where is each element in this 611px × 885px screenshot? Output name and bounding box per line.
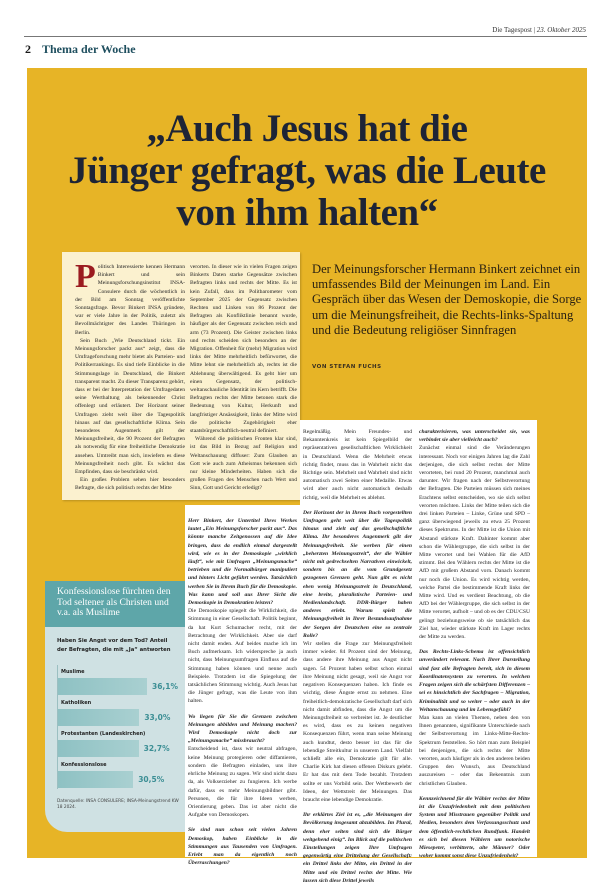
- bar-label: Katholiken: [61, 700, 92, 706]
- drop-cap: P: [75, 258, 96, 295]
- paper-name: Die Tagespost: [492, 26, 532, 34]
- chart-title: Konfessionslose fürchten den Tod seltener als Christen und v.a. als Muslime: [45, 581, 185, 627]
- bar: [58, 740, 139, 757]
- bar-value-label: 36,1%: [152, 682, 179, 691]
- headline: [27, 108, 587, 234]
- intro-column: [75, 258, 185, 495]
- paragraph: verorten. In dieser wie in vielen Fragen zeigen Binkerts Daten starke Gegensätze zwischen Befragten links und rechts der Mitte. Es ist kein Zufall, dass im Politbarometer vom September 2025 der Gegensatz zwischen Rechten und Linken von 86 Prozent der Befragten als Konfliktlinie benannt wurde, häufiger als der Gegensatz zwischen reich und arm (73 Prozent). Die Geister zwischen links und rechts scheiden sich besonders an der Migration. Offenheit für (mehr) Migration wird links der Mitte mehrheitlich befürwortet, die Mitte lehnt sie mehrheitlich ab, rechts ist die Ablehnung überwältigend. Es geht hier um einen Gegensatz, der politisch-weltanschauliche Identität im Kern betrifft. Die Befragten rechts der Mitte betonen stark die Bedeutung von Kultur, Herkunft und langfristiger Ansässigkeit, links der Mitte wird die politische Zugehörigkeit eher staatsbürgerschaftlich-neutral definiert.: [190, 264, 297, 435]
- bar-row: [58, 665, 185, 696]
- interview-question: Ihr erklärtes Ziel ist es, „die Meinungen der Bevölkerung insgesamt abzubilden. Im Plural, denn eher selten sind sich die Bürger weitgehend einig“. Im Blick auf die politischen Einstellungen zeigen Ihre Umfragen gegenwärtig eine Drittelung der Gesellschaft: ein Drittel links der Mitte, ein Drittel in der Mitte und ein Drittel rechts der Mitte. Wie lassen sich diese Drittel jeweils: [303, 812, 412, 884]
- headline-line: von ihm halten“: [176, 191, 438, 234]
- paragraph: Wir stellen die Frage zur Meinungsfreiheit immer wieder. 84 Prozent sind der Meinung, dass andere ihre Meinung aus Angst nicht sagen. 54 Prozent haben selbst schon einmal ihre Meinung nicht gesagt, weil sie Angst vor negativen Konsequenzen haben. Ich finde es wichtig, diese Ängste ernst zu nehmen. Eine freiheitlich-demokratische Gesellschaft darf sich nicht damit abfinden, dass die Angst um die Meinungsfreiheit so verbreitet ist. Je deutlicher es wird, dass es zu keinen negativen Konsequenzen führt, wenn man seine Meinung auch kundtut, desto besser ist das für die lebendige Streitkultur in unserem Land. Vielfalt schließt alle ein, Demokratie gilt für alle. Charlie Kirk hat diesen offenen Diskurs gelebt. Er hat das mit dem Tode bezahlt. Trotzdem sollte er uns Vorbild sein. Der Wettbewerb der Ideen, der Wettstreit der Meinungen. Das braucht eine lebendige Demokratie.: [303, 641, 412, 803]
- bar-row: [58, 696, 185, 727]
- bar-row: [58, 727, 185, 758]
- interview-question: Herr Binkert, der Untertitel Ihres Werkes lautet „Ein Meinungsforscher packt aus“. Das könnte manche Zeitgenossen auf die Idee bringen, dass da endlich einmal dargestellt wird, wie es in der Demoskopie „wirklich läuft“, wie mit Umfragen „Meinungsmache“ betrieben und die Normalbürger manipuliert und hinters Licht geführt werden. Tatsächlich werben Sie in Ihrem Buch für die Demoskopie. Was kann und soll aus Ihrer Sicht die Demoskopie in Demokratien leisten?: [188, 518, 297, 607]
- bar-value-label: 33,0%: [144, 713, 171, 722]
- masthead: [492, 26, 586, 34]
- bar-label: Konfessionslose: [61, 762, 107, 768]
- chart-question: Haben Sie Angst vor dem Tod? Anteil der Befragten, die mit „Ja“ antworten: [57, 638, 171, 653]
- bar-label: Muslime: [61, 669, 85, 675]
- intro-box: [62, 252, 300, 500]
- bar: [58, 678, 147, 695]
- paragraph: [75, 258, 185, 337]
- interview-question: charakterisieren, was unterscheidet sie, was verbindet sie aber vielleicht auch?: [419, 429, 530, 444]
- chart-source: Datenquelle: INSA CONSULERE; INSA-Meinungstrend KW 18 2024.: [57, 799, 179, 810]
- bar-row: [58, 758, 185, 789]
- interview-question: Sie sind nun schon seit vielen Jahren Demoskop, haben Einblicke in die Stimmungen aus Tausenden von Umfragen. Erlebt man da eigentlich noch Überraschungen?: [188, 827, 297, 867]
- headline-line: Jünger gefragt, was die Leute: [68, 149, 546, 192]
- byline: VON STEFAN FUCHS: [312, 364, 382, 370]
- paragraph: Sein Buch „Wie Deutschland tickt. Ein Meinungsforscher packt aus“ zeigt, dass die Umfrageforschung mehr bietet als Parteien- und Politikerrankings. Es sind tiefe Einblicke in die Stimmungslage in Deutschland, die Binkert transparent macht. Zu dieser Transparenz gehört, dass er bei der Interpretation der Umfragedaten seine Werthaltung als bekennender Christ offenlegt und erläutert. Der Horizont seiner Umfragen zieht weit über die Tagespolitik hinaus auf das gesellschaftliche Klima. Sein besonderes Augenmerk gilt der Meinungsfreiheit, die 90 Prozent der Befragten als notwendig für eine freiheitliche Demokratie ansehen. Umtreibt man sich, inwiefern es diese Meinungsfreiheit noch gibt. Es wächst das Empfinden, dass sie beschränkt wird.: [75, 337, 185, 476]
- chart-box: [45, 581, 185, 832]
- paragraph: Entscheidend ist, dass wir neutral abfragen, keine Meinung protegieren oder diffamieren, sondern die Befragten einladen, uns ihre ehrliche Meinung zu sagen. Wir sind nicht dazu da, als Volkserzieher zu fungieren. Ich werbe dafür, dass es mehr Meinungsbildner gibt. Personen, die für ihre Ideen werben, Orientierung geben. Das ist aber nicht die Aufgabe von Demoskopen.: [188, 746, 297, 819]
- deck: Der Meinungsforscher Hermann Binkert zeichnet ein umfassendes Bild der Meinungen im Land. Ein Gespräch über das Wesen der Demoskopie, die Sorge um die Meinungsfreiheit, die Rechts-links-Spaltung und die Bedeutung religiöser Sinnfragen: [312, 262, 582, 337]
- article-column: [419, 428, 530, 860]
- bar-label: Protestanten (Landeskirchen): [61, 731, 146, 737]
- paragraph: Ein großes Problem sehen hier besonders Befragte, die sich politisch rechts der Mitte: [75, 477, 185, 492]
- issue-date: 23. Oktober 2025: [536, 26, 586, 34]
- bar-value-label: 32,7%: [143, 744, 170, 753]
- interview-question: Das Rechts-Links-Schema ist offensichtlich unverändert relevant. Nach Ihrer Darstellung sind fast alle Befragten bereit, sich in diesem Koordinatensystem zu verorten. In welchen Fragen zeigen sich die schärfsten Differenzen – sei es hinsichtlich der Sachfragen – Migration, Kriminalität und so weiter – oder auch in der Weltanschauung und im Lebensgefühl?: [419, 649, 530, 713]
- bar: [58, 771, 133, 788]
- paragraph: Zunächst einmal sind die Veränderungen interessant. Noch vor einigen Jahren lag die Zahl derjenigen, die sich selbst rechts der Mitte verorteten, bei rund 20 Prozent, manchmal auch darunter. Wir fragen nach der Selbstverortung der Befragten. Die Parteien müssen sich meines Erachtens selbst entscheiden, wo sie sich selbst verorten möchten. Links der Mitte teilen sich die drei linken Parteien – Linke, Grüne und SPD – ganz überwiegend jeweils zu etwa 25 Prozent dieses Spektrums. In der Mitte ist die Union mit Abstand stärkste Kraft. Dahinter kommt aber schon die Wählergruppe, die sich selbst in der Mitte verortet und bei Wahlen für die AfD stimmt. Bei den Wählern rechts der Mitte ist die AfD mit großem Abstand vorn. Danach kommt nur noch die Union. Es wird wichtig werden, welche Partei die bestimmende Kraft links der Mitte wird. Und es verdient Beachtung, ob die AfD bei der Wählergruppe, die sich selbst in der Mitte verortet, aufholt – und ob es der CDU/CSU gelingt beziehungsweise ob sie tatsächlich das Ziel hat, wieder stärkste Kraft im Lager rechts der Mitte zu werden.: [419, 445, 530, 641]
- headline-line: „Auch Jesus hat die: [146, 107, 468, 150]
- article-column: [188, 510, 297, 867]
- bar-value-label: 30,5%: [138, 775, 165, 784]
- header-rule: [24, 36, 587, 37]
- interview-question: Der Horizont der in Ihrem Buch vorgestellten Umfragen geht weit über die Tagespolitik hinaus und zielt auf das gesellschaftliche Klima. Ihr besonderes Augenmerk gilt der Meinungsfreiheit. Sie werben für einen „beherzten Meinungsstreit“, der die Wähler nicht mit gedrechselten Narrativen einwickelt, sondern bis an die vom Grundgesetz gezogenen Grenzen geht. Nun gibt es nicht eben wenig Meinungsstreit in Deutschland, eine breite, pluralistische Parteien- und Medienlandschaft. DDR-Bürger haben anderes erlebt. Warum spielt die Meinungsfreiheit in Ihrer Bestandsaufnahme der Sorgen der Deutschen eine so zentrale Rolle?: [303, 509, 412, 639]
- paragraph: Während die politischen Fronten klar sind, ist das Bild in Bezug auf Religion und Weltanschauung diffuser: Zum Glauben an Gott wie auch zum Atheismus bekennen sich nur kleine Minderheiten. Haben sich die großen Fragen des Menschen nach Wert und Sinn, Gott und Gericht erledigt?: [190, 436, 297, 492]
- paragraph: Die Demoskopie spiegelt die Wirklichkeit, die Stimmung in einer Gesellschaft. Politik beginnt, da hat Kurt Schumacher recht, mit der Betrachtung der Wirklichkeit. Aber sie darf nicht damit enden. Auf beides mache ich im Buch aufmerksam. Ich widerspreche ja auch nicht, dass Meinungsumfragen Einfluss auf die Stimmung haben können und nenne auch Beispiele. Trotzdem ist die Spiegelung der tatsächlichen Stimmung wichtig. Auch Jesus hat die Jünger gefragt, was die Leute von ihm halten.: [188, 608, 297, 705]
- masthead-separator: |: [533, 26, 536, 34]
- paragraph: Man kann an vielen Themen, neben den von Ihnen genannten, signifikante Unterschiede nach der Selbstverortung im Links-Mitte-Rechts-Spektrum feststellen. So hört man zum Beispiel bei denjenigen, die sich rechts der Mitte verorten, auch häufiger als in den anderen beiden Gruppen den Wunsch, aus Deutschland auszureisen – oder das Bekenntnis zum christlichen Glauben.: [419, 714, 530, 787]
- page-number: 2: [25, 42, 31, 56]
- bar-chart: [57, 665, 185, 789]
- interview-question: Kennzeichnend für die Wähler rechts der Mitte ist die Unzufriedenheit mit dem politischen System und Misstrauen gegenüber Politik und Medien, besonders dem Verfassungsschutz und dem öffentlich-rechtlichen Rundfunk. Handelt es sich bei diesen Wählern um notorische Miesepeter, verbitterte, alte Männer? Oder woher kommt sonst diese Unzufriedenheit?: [419, 795, 530, 860]
- paragraph: Regelmäßig. Mein Freundes- und Bekanntenkreis ist kein Spiegelbild der repräsentativen gesellschaftlichen Wirklichkeit in Deutschland. Wenn die Mehrheit etwas richtig findet, muss das in Wahrheit nicht das Richtige sein. Mehrheit und Wahrheit sind nicht automatisch zwei Seiten einer Medaille. Etwas wird aber auch nicht automatisch deshalb richtig, weil die Mehrheit es ablehnt.: [303, 429, 412, 501]
- bar: [58, 709, 139, 726]
- paragraph-text: olitisch Interessierte kennen Hermann Binkert und sein Meinungsforschungsinstitut INSA-Consulere durch die wöchentlich in der Bild am Sonntag veröffentlichte Sonntagsfrage. Bevor Binkert INSA gründete, war er viele Jahre in der Politik, zuletzt als Bevollmächtigter des Landes Thüringen in Berlin.: [75, 264, 185, 336]
- section-title: Thema der Woche: [42, 42, 136, 56]
- interview-question: Wo liegen für Sie die Grenzen zwischen Meinungen abbilden und Meinung machen? Wird Demoskopie nicht doch zur „Meinungsmache“ missbraucht?: [188, 713, 297, 745]
- intro-column: [190, 263, 297, 495]
- article-column: [303, 428, 412, 884]
